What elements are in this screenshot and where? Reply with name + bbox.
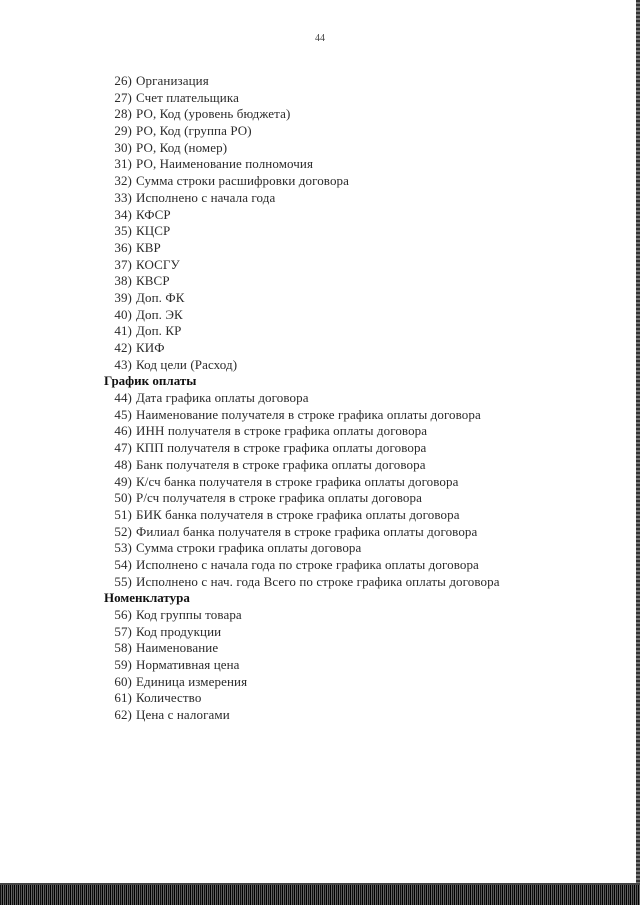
list-item-number: 56) [114,607,132,622]
list-item-number: 35) [114,223,132,239]
section-heading-payment-schedule: График оплаты [104,373,197,389]
list-item-number: 58) [114,640,132,656]
list-item-number: 59) [114,657,132,673]
list-item [104,657,604,674]
document-content [104,73,604,724]
list-item [104,290,604,307]
list-item-text: Наименование [136,640,219,656]
list-item-text: Филиал банка получателя в строке графика оплаты договора [136,523,478,539]
list-item-text: Доп. ФК [136,289,185,305]
list-item-number: 28) [114,106,132,122]
list-item [104,624,604,641]
list-item [104,357,604,374]
list-item-text: РО, Наименование полномочия [136,156,314,172]
list-item [104,307,604,324]
list-item [104,574,604,591]
list-item-number: 42) [114,340,132,355]
list-item-text: Сумма строки графика оплаты договора [136,540,362,556]
list-item-number: 50) [114,490,132,506]
list-item-text: КОСГУ [136,256,180,272]
list-item-number: 54) [114,556,132,572]
list-item-text: Р/сч получателя в строке графика оплаты договора [136,490,422,506]
list-item-number: 30) [114,139,132,155]
list-item-text: Единица измерения [136,673,248,689]
list-item [104,707,604,724]
list-item-number: 27) [114,89,132,105]
list-item-text: БИК банка получателя в строке графика оплаты договора [136,506,460,522]
list-item [104,90,604,107]
list-item-number: 31) [114,156,132,172]
list-item [104,490,604,507]
list-item [104,507,604,524]
list-item-text: К/сч банка получателя в строке графика оплаты договора [136,473,459,489]
list-item-number: 60) [114,673,132,689]
list-item [104,440,604,457]
list-item-number: 47) [114,440,132,456]
list-item-number: 48) [114,456,132,472]
list-item [104,607,604,624]
list-item-number: 34) [114,206,132,222]
list-item-text: Код группы товара [136,607,242,622]
list-item-text: Нормативная цена [136,657,240,673]
list-item-number: 51) [114,506,132,522]
list-item-text: Код продукции [136,623,222,639]
list-item [104,540,604,557]
list-item-number: 43) [114,356,132,372]
list-item [104,674,604,691]
list-item [104,156,604,173]
list-item-number: 38) [114,273,132,289]
list-item [104,557,604,574]
list-item-text: РО, Код (группа РО) [136,123,252,139]
list-item-text: Доп. ЭК [136,306,183,322]
list-item-number: 61) [114,690,132,706]
list-item-number: 46) [114,423,132,439]
list-item-text: РО, Код (уровень бюджета) [136,106,291,122]
list-item-number: 26) [114,73,132,88]
list-item-number: 32) [114,173,132,189]
list-item-number: 45) [114,406,132,422]
scan-edge-right [636,0,640,905]
list-item [104,273,604,290]
list-item [104,524,604,541]
list-item-text: Наименование получателя в строке графика оплаты договора [136,406,481,422]
list-item-text: Счет плательщика [136,89,239,105]
list-item [104,457,604,474]
list-item-text: КВСР [136,273,170,289]
list-item-text: Банк получателя в строке графика оплаты договора [136,456,426,472]
list-item [104,123,604,140]
list-item-number: 44) [114,390,132,406]
scan-edge-bottom [0,885,640,905]
list-group-payment-schedule [104,390,604,590]
list-item-text: Дата графика оплаты договора [136,390,309,406]
list-item-number: 55) [114,573,132,589]
list-item-number: 40) [114,306,132,322]
list-group-nomenclature [104,607,604,724]
list-item [104,106,604,123]
list-item-text: КВР [136,239,161,255]
list-item [104,240,604,257]
list-item-text: Исполнено с нач. года Всего по строке графика оплаты договора [136,573,500,589]
list-item [104,323,604,340]
list-item-number: 49) [114,473,132,489]
list-item-number: 62) [114,707,132,723]
list-item-number: 41) [114,323,132,339]
list-item-text: ИНН получателя в строке графика оплаты договора [136,423,428,439]
list-item-number: 39) [114,289,132,305]
list-item [104,73,604,90]
list-item-text: Сумма строки расшифровки договора [136,173,350,189]
list-item-text: Количество [136,690,202,706]
section-heading-nomenclature: Номенклатура [104,590,190,606]
list-item-text: Код цели (Расход) [136,356,238,372]
list-item-text: КЦСР [136,223,171,239]
list-item-text: Исполнено с начала года [136,189,276,205]
list-group-contract-fields [104,73,604,373]
list-item-number: 36) [114,239,132,255]
list-item [104,173,604,190]
list-item [104,390,604,407]
list-item [104,190,604,207]
list-item-text: Доп. КР [136,323,182,339]
list-item-number: 52) [114,523,132,539]
list-item [104,257,604,274]
list-item-number: 53) [114,540,132,556]
list-item [104,690,604,707]
page-number: 44 [315,33,325,44]
list-item-text: КПП получателя в строке графика оплаты договора [136,440,427,456]
list-item [104,340,604,357]
list-item-text: Исполнено с начала года по строке графика оплаты договора [136,556,479,572]
list-item [104,640,604,657]
list-item [104,207,604,224]
list-item-number: 57) [114,623,132,639]
list-item-text: Организация [136,73,209,88]
list-item-text: РО, Код (номер) [136,139,228,155]
list-item-text: Цена с налогами [136,707,230,723]
list-item [104,474,604,491]
list-item [104,423,604,440]
list-item [104,407,604,424]
list-item-number: 37) [114,256,132,272]
list-item-text: КИФ [136,340,165,355]
list-item-number: 29) [114,123,132,139]
list-item [104,140,604,157]
list-item-number: 33) [114,189,132,205]
list-item [104,223,604,240]
list-item-text: КФСР [136,206,171,222]
